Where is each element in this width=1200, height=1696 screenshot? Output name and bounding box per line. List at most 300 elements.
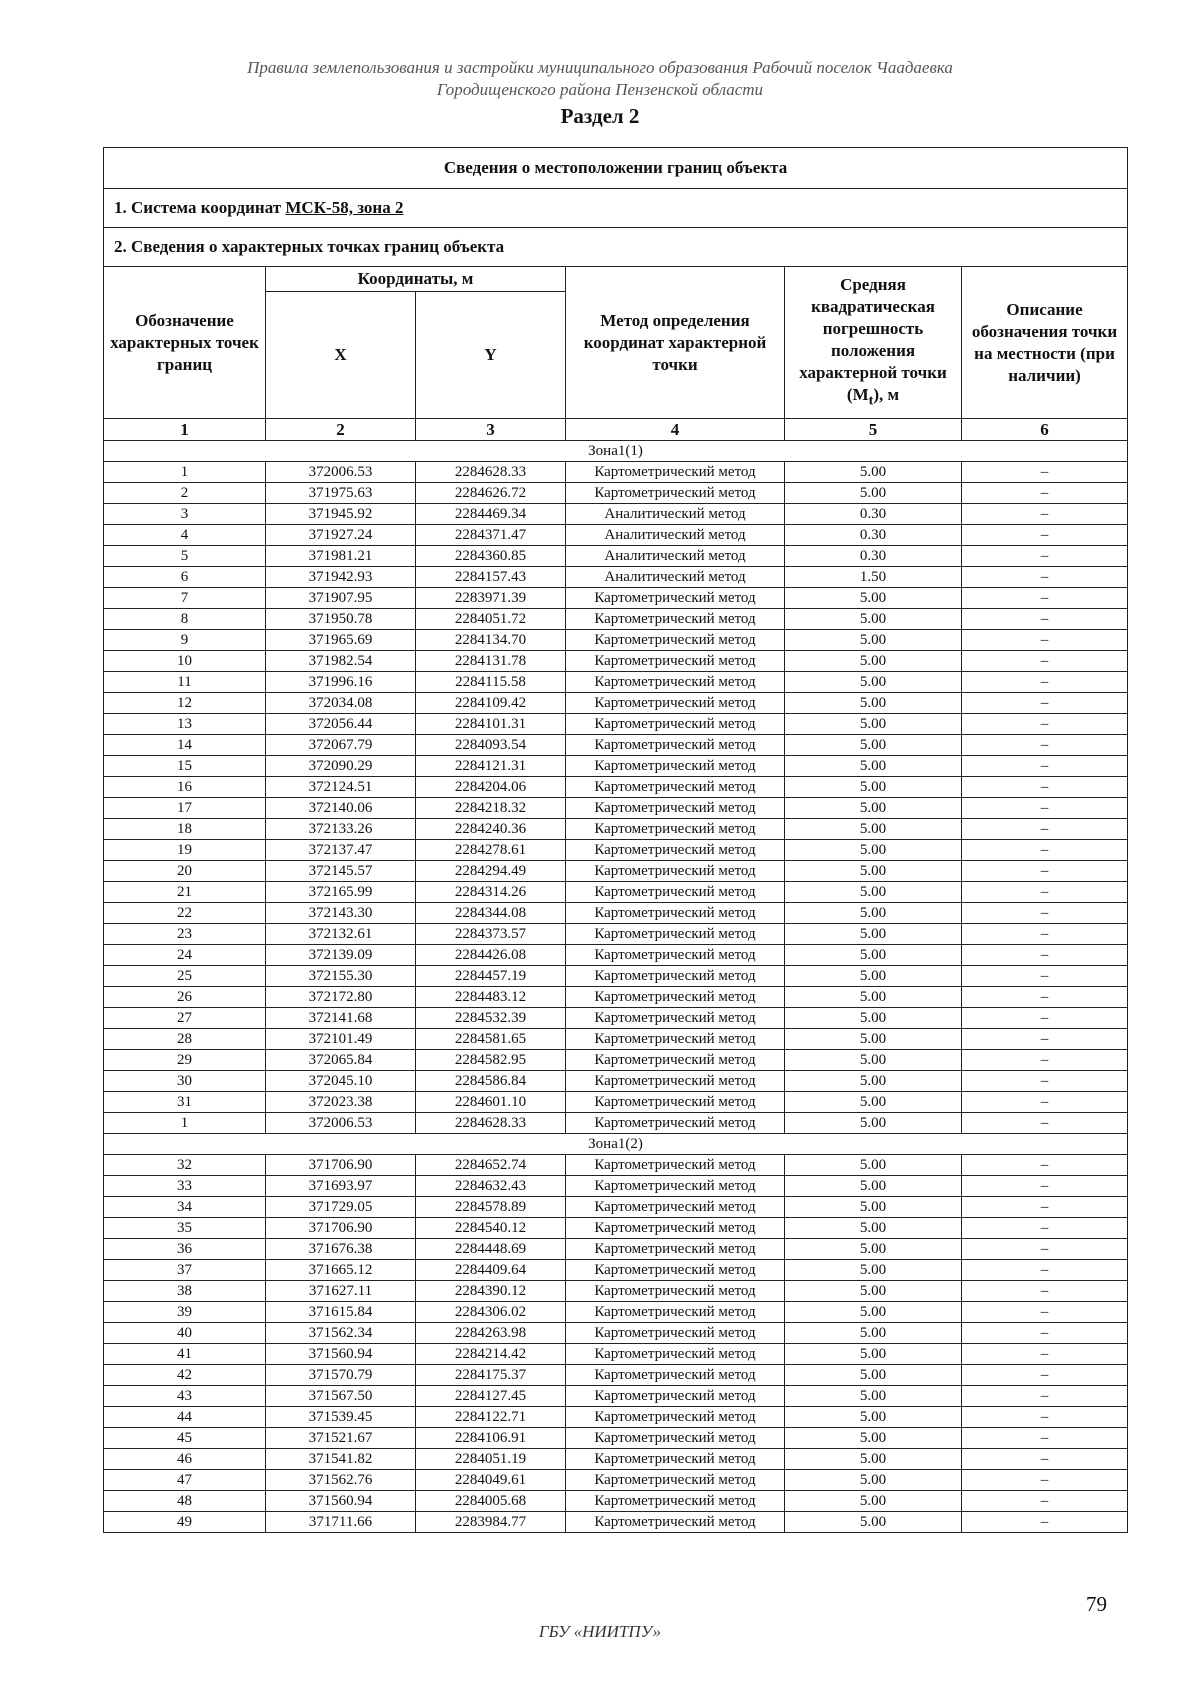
coordinate-x: 371541.82 <box>266 1449 416 1470</box>
method: Картометрический метод <box>566 882 785 903</box>
point-number: 35 <box>104 1218 266 1239</box>
header-error-text: Средняя квадратическая погрешность положения характерной точки (M <box>799 274 947 404</box>
error-value: 5.00 <box>785 672 962 693</box>
table-row <box>104 672 1128 693</box>
method: Картометрический метод <box>566 987 785 1008</box>
point-number: 22 <box>104 903 266 924</box>
point-number: 48 <box>104 1491 266 1512</box>
table-row <box>104 861 1128 882</box>
description-value: – <box>962 609 1128 630</box>
coordinate-x: 371615.84 <box>266 1302 416 1323</box>
error-value: 5.00 <box>785 756 962 777</box>
description-value: – <box>962 1344 1128 1365</box>
point-number: 42 <box>104 1365 266 1386</box>
coordinate-y: 2284121.31 <box>416 756 566 777</box>
coordinate-x: 371981.21 <box>266 546 416 567</box>
coordinate-x: 371982.54 <box>266 651 416 672</box>
table-row <box>104 1113 1128 1134</box>
method: Картометрический метод <box>566 1512 785 1533</box>
error-value: 5.00 <box>785 1113 962 1134</box>
coordinate-x: 371965.69 <box>266 630 416 651</box>
coordinate-x: 371907.95 <box>266 588 416 609</box>
coordinate-y: 2284582.95 <box>416 1050 566 1071</box>
description-value: – <box>962 1197 1128 1218</box>
description-value: – <box>962 567 1128 588</box>
coordinate-x: 372045.10 <box>266 1071 416 1092</box>
column-number: 2 <box>266 419 416 441</box>
method: Картометрический метод <box>566 1407 785 1428</box>
method: Картометрический метод <box>566 1302 785 1323</box>
error-value: 5.00 <box>785 1470 962 1491</box>
table-row <box>104 630 1128 651</box>
table-row <box>104 1008 1128 1029</box>
method: Картометрический метод <box>566 462 785 483</box>
point-number: 1 <box>104 462 266 483</box>
coordinate-x: 371945.92 <box>266 504 416 525</box>
error-value: 5.00 <box>785 651 962 672</box>
coordinate-x: 371711.66 <box>266 1512 416 1533</box>
error-value: 5.00 <box>785 903 962 924</box>
coordinate-x: 372065.84 <box>266 1050 416 1071</box>
error-value: 5.00 <box>785 1155 962 1176</box>
error-value: 5.00 <box>785 1344 962 1365</box>
zone-label: Зона1(1) <box>104 441 1128 462</box>
table-row <box>104 504 1128 525</box>
coordinate-y: 2284115.58 <box>416 672 566 693</box>
method: Картометрический метод <box>566 714 785 735</box>
point-number: 20 <box>104 861 266 882</box>
coordinate-x: 372124.51 <box>266 777 416 798</box>
method: Картометрический метод <box>566 1428 785 1449</box>
point-number: 12 <box>104 693 266 714</box>
error-value: 5.00 <box>785 1029 962 1050</box>
point-number: 19 <box>104 840 266 861</box>
coordinate-x: 371665.12 <box>266 1260 416 1281</box>
zone-label: Зона1(2) <box>104 1134 1128 1155</box>
coordinate-y: 2284093.54 <box>416 735 566 756</box>
method: Картометрический метод <box>566 756 785 777</box>
point-number: 18 <box>104 819 266 840</box>
table-row <box>104 609 1128 630</box>
method: Картометрический метод <box>566 1092 785 1113</box>
coordinate-y: 2284306.02 <box>416 1302 566 1323</box>
error-value: 5.00 <box>785 1512 962 1533</box>
error-value: 5.00 <box>785 1281 962 1302</box>
method: Картометрический метод <box>566 1449 785 1470</box>
table-row <box>104 1491 1128 1512</box>
description-value: – <box>962 1428 1128 1449</box>
description-value: – <box>962 1092 1128 1113</box>
page-number: 79 <box>1086 1592 1107 1616</box>
coordinate-x: 371706.90 <box>266 1218 416 1239</box>
error-value: 5.00 <box>785 735 962 756</box>
column-number: 1 <box>104 419 266 441</box>
coordinate-x: 371567.50 <box>266 1386 416 1407</box>
coordinate-y: 2284218.32 <box>416 798 566 819</box>
coordinate-y: 2284214.42 <box>416 1344 566 1365</box>
table-row <box>104 1239 1128 1260</box>
table-row <box>104 1281 1128 1302</box>
point-number: 45 <box>104 1428 266 1449</box>
method: Аналитический метод <box>566 504 785 525</box>
points-section-title: 2. Сведения о характерных точках границ объекта <box>104 228 1128 267</box>
coordinate-x: 372143.30 <box>266 903 416 924</box>
description-value: – <box>962 777 1128 798</box>
description-value: – <box>962 924 1128 945</box>
point-number: 37 <box>104 1260 266 1281</box>
table-row <box>104 714 1128 735</box>
coordinate-y: 2284469.34 <box>416 504 566 525</box>
table-title: Сведения о местоположении границ объекта <box>104 148 1128 189</box>
method: Картометрический метод <box>566 483 785 504</box>
coordinate-y: 2284540.12 <box>416 1218 566 1239</box>
point-number: 29 <box>104 1050 266 1071</box>
table-row <box>104 1386 1128 1407</box>
error-value: 5.00 <box>785 1260 962 1281</box>
point-number: 6 <box>104 567 266 588</box>
description-value: – <box>962 651 1128 672</box>
coordinate-x: 372141.68 <box>266 1008 416 1029</box>
point-number: 8 <box>104 609 266 630</box>
error-value: 5.00 <box>785 819 962 840</box>
coordinate-x: 372006.53 <box>266 1113 416 1134</box>
coordinate-x: 372056.44 <box>266 714 416 735</box>
description-value: – <box>962 588 1128 609</box>
coordinate-y: 2284051.72 <box>416 609 566 630</box>
table-row <box>104 1260 1128 1281</box>
coordinate-x: 371729.05 <box>266 1197 416 1218</box>
coordinate-y: 2284294.49 <box>416 861 566 882</box>
error-value: 5.00 <box>785 462 962 483</box>
coordinate-x: 371627.11 <box>266 1281 416 1302</box>
table-row <box>104 903 1128 924</box>
coordinate-y: 2284051.19 <box>416 1449 566 1470</box>
coordinate-x: 372101.49 <box>266 1029 416 1050</box>
coordinate-y: 2284127.45 <box>416 1386 566 1407</box>
error-value: 5.00 <box>785 588 962 609</box>
method: Аналитический метод <box>566 567 785 588</box>
error-value: 5.00 <box>785 1071 962 1092</box>
method: Картометрический метод <box>566 1365 785 1386</box>
method: Картометрический метод <box>566 693 785 714</box>
description-value: – <box>962 1155 1128 1176</box>
coordinate-x: 372023.38 <box>266 1092 416 1113</box>
description-value: – <box>962 525 1128 546</box>
description-value: – <box>962 1029 1128 1050</box>
description-value: – <box>962 462 1128 483</box>
method: Картометрический метод <box>566 1239 785 1260</box>
method: Картометрический метод <box>566 1344 785 1365</box>
coordinate-y: 2284632.43 <box>416 1176 566 1197</box>
table-row <box>104 693 1128 714</box>
table-row <box>104 588 1128 609</box>
coordinate-x: 372090.29 <box>266 756 416 777</box>
coordinate-x: 372133.26 <box>266 819 416 840</box>
description-value: – <box>962 1008 1128 1029</box>
table-row <box>104 945 1128 966</box>
coordinate-x: 372172.80 <box>266 987 416 1008</box>
method: Аналитический метод <box>566 525 785 546</box>
coordinate-y: 2284652.74 <box>416 1155 566 1176</box>
point-number: 5 <box>104 546 266 567</box>
table-row <box>104 1050 1128 1071</box>
coordinate-y: 2284426.08 <box>416 945 566 966</box>
description-value: – <box>962 1218 1128 1239</box>
table-row <box>104 1407 1128 1428</box>
coordinate-y: 2284106.91 <box>416 1428 566 1449</box>
description-value: – <box>962 1281 1128 1302</box>
point-number: 41 <box>104 1344 266 1365</box>
error-value: 0.30 <box>785 525 962 546</box>
coordinate-x: 372137.47 <box>266 840 416 861</box>
point-number: 24 <box>104 945 266 966</box>
table-row <box>104 1449 1128 1470</box>
point-number: 33 <box>104 1176 266 1197</box>
coordinate-y: 2284626.72 <box>416 483 566 504</box>
point-number: 4 <box>104 525 266 546</box>
table-row <box>104 651 1128 672</box>
description-value: – <box>962 1386 1128 1407</box>
description-value: – <box>962 672 1128 693</box>
coordinate-system-value: МСК-58, зона 2 <box>285 198 404 217</box>
error-value: 5.00 <box>785 483 962 504</box>
coordinate-y: 2284371.47 <box>416 525 566 546</box>
method: Картометрический метод <box>566 1008 785 1029</box>
table-row <box>104 1218 1128 1239</box>
table-row <box>104 777 1128 798</box>
error-value: 5.00 <box>785 1491 962 1512</box>
coordinate-y: 2284240.36 <box>416 819 566 840</box>
header-designation: Обозначение характерных точек границ <box>104 267 266 419</box>
table-row <box>104 840 1128 861</box>
coordinate-y: 2284278.61 <box>416 840 566 861</box>
table-row <box>104 567 1128 588</box>
point-number: 17 <box>104 798 266 819</box>
table-row <box>104 1029 1128 1050</box>
point-number: 2 <box>104 483 266 504</box>
error-value: 0.30 <box>785 546 962 567</box>
description-value: – <box>962 1407 1128 1428</box>
error-value: 5.00 <box>785 1323 962 1344</box>
table-row <box>104 1470 1128 1491</box>
coordinate-y: 2284628.33 <box>416 462 566 483</box>
coordinate-y: 2284314.26 <box>416 882 566 903</box>
description-value: – <box>962 945 1128 966</box>
method: Картометрический метод <box>566 798 785 819</box>
description-value: – <box>962 1260 1128 1281</box>
method: Картометрический метод <box>566 840 785 861</box>
table-row <box>104 1197 1128 1218</box>
point-number: 43 <box>104 1386 266 1407</box>
coordinate-x: 371560.94 <box>266 1491 416 1512</box>
point-number: 11 <box>104 672 266 693</box>
coordinate-y: 2284360.85 <box>416 546 566 567</box>
coordinate-y: 2284601.10 <box>416 1092 566 1113</box>
description-value: – <box>962 966 1128 987</box>
description-value: – <box>962 1323 1128 1344</box>
description-value: – <box>962 693 1128 714</box>
method: Картометрический метод <box>566 1071 785 1092</box>
description-value: – <box>962 1365 1128 1386</box>
table-row <box>104 1176 1128 1197</box>
coordinate-y: 2284457.19 <box>416 966 566 987</box>
description-value: – <box>962 483 1128 504</box>
point-number: 46 <box>104 1449 266 1470</box>
header-error-subscript: t <box>868 392 874 409</box>
point-number: 28 <box>104 1029 266 1050</box>
coordinate-y: 2284373.57 <box>416 924 566 945</box>
coordinate-x: 371676.38 <box>266 1239 416 1260</box>
error-value: 5.00 <box>785 1449 962 1470</box>
table-row <box>104 819 1128 840</box>
table-row <box>104 525 1128 546</box>
description-value: – <box>962 504 1128 525</box>
coordinate-y: 2284101.31 <box>416 714 566 735</box>
error-value: 5.00 <box>785 1050 962 1071</box>
point-number: 16 <box>104 777 266 798</box>
coordinate-x: 371539.45 <box>266 1407 416 1428</box>
coordinate-x: 372006.53 <box>266 462 416 483</box>
coordinate-y: 2284532.39 <box>416 1008 566 1029</box>
description-value: – <box>962 819 1128 840</box>
method: Картометрический метод <box>566 1218 785 1239</box>
method: Картометрический метод <box>566 735 785 756</box>
error-value: 5.00 <box>785 1239 962 1260</box>
table-row <box>104 1323 1128 1344</box>
description-value: – <box>962 840 1128 861</box>
table-row <box>104 1071 1128 1092</box>
point-number: 10 <box>104 651 266 672</box>
coordinate-x: 371927.24 <box>266 525 416 546</box>
point-number: 36 <box>104 1239 266 1260</box>
error-value: 5.00 <box>785 714 962 735</box>
column-number: 3 <box>416 419 566 441</box>
method: Картометрический метод <box>566 1491 785 1512</box>
point-number: 39 <box>104 1302 266 1323</box>
error-value: 5.00 <box>785 1218 962 1239</box>
coordinate-y: 2284175.37 <box>416 1365 566 1386</box>
error-value: 0.30 <box>785 504 962 525</box>
point-number: 49 <box>104 1512 266 1533</box>
table-row <box>104 1155 1128 1176</box>
error-value: 1.50 <box>785 567 962 588</box>
method: Картометрический метод <box>566 924 785 945</box>
description-value: – <box>962 630 1128 651</box>
description-value: – <box>962 1470 1128 1491</box>
error-value: 5.00 <box>785 693 962 714</box>
method: Картометрический метод <box>566 588 785 609</box>
boundary-table <box>103 147 1127 1533</box>
point-number: 40 <box>104 1323 266 1344</box>
coordinate-x: 372155.30 <box>266 966 416 987</box>
point-number: 32 <box>104 1155 266 1176</box>
header-error-unit: ), м <box>873 384 900 404</box>
coordinate-y: 2284109.42 <box>416 693 566 714</box>
point-number: 1 <box>104 1113 266 1134</box>
table-row <box>104 798 1128 819</box>
section-title: Раздел 2 <box>560 104 640 128</box>
coordinate-y: 2284581.65 <box>416 1029 566 1050</box>
point-number: 34 <box>104 1197 266 1218</box>
header-x: X <box>266 292 416 419</box>
point-number: 44 <box>104 1407 266 1428</box>
error-value: 5.00 <box>785 861 962 882</box>
table-row <box>104 1365 1128 1386</box>
table-row <box>104 1344 1128 1365</box>
table-row <box>104 1428 1128 1449</box>
point-number: 23 <box>104 924 266 945</box>
coordinate-x: 371570.79 <box>266 1365 416 1386</box>
table-row <box>104 966 1128 987</box>
error-value: 5.00 <box>785 1176 962 1197</box>
table-row <box>104 735 1128 756</box>
coordinate-system-label: 1. Система координат <box>114 198 286 217</box>
error-value: 5.00 <box>785 609 962 630</box>
method: Картометрический метод <box>566 1386 785 1407</box>
error-value: 5.00 <box>785 630 962 651</box>
point-number: 47 <box>104 1470 266 1491</box>
point-number: 26 <box>104 987 266 1008</box>
coordinate-y: 2284049.61 <box>416 1470 566 1491</box>
error-value: 5.00 <box>785 1302 962 1323</box>
table-row <box>104 462 1128 483</box>
column-number: 5 <box>785 419 962 441</box>
description-value: – <box>962 1449 1128 1470</box>
coordinate-y: 2283971.39 <box>416 588 566 609</box>
coordinate-x: 371975.63 <box>266 483 416 504</box>
coordinate-y: 2284263.98 <box>416 1323 566 1344</box>
coordinate-y: 2284131.78 <box>416 651 566 672</box>
description-value: – <box>962 798 1128 819</box>
coordinate-y: 2284344.08 <box>416 903 566 924</box>
method: Картометрический метод <box>566 1155 785 1176</box>
description-value: – <box>962 1176 1128 1197</box>
point-number: 3 <box>104 504 266 525</box>
coordinate-y: 2284578.89 <box>416 1197 566 1218</box>
error-value: 5.00 <box>785 1365 962 1386</box>
description-value: – <box>962 1302 1128 1323</box>
coordinate-y: 2284005.68 <box>416 1491 566 1512</box>
header-description: Описание обозначения точки на местности (при наличии) <box>962 267 1128 419</box>
error-value: 5.00 <box>785 945 962 966</box>
point-number: 21 <box>104 882 266 903</box>
coordinate-x: 372132.61 <box>266 924 416 945</box>
error-value: 5.00 <box>785 987 962 1008</box>
description-value: – <box>962 735 1128 756</box>
description-value: – <box>962 987 1128 1008</box>
document-header-line-1: Правила землепользования и застройки муниципального образования Рабочий поселок Чаадаевка <box>247 58 953 77</box>
coordinate-y: 2284157.43 <box>416 567 566 588</box>
point-number: 15 <box>104 756 266 777</box>
table-row <box>104 1512 1128 1533</box>
method: Картометрический метод <box>566 1323 785 1344</box>
description-value: – <box>962 1491 1128 1512</box>
point-number: 38 <box>104 1281 266 1302</box>
error-value: 5.00 <box>785 924 962 945</box>
point-number: 7 <box>104 588 266 609</box>
description-value: – <box>962 1071 1128 1092</box>
description-value: – <box>962 861 1128 882</box>
error-value: 5.00 <box>785 1008 962 1029</box>
method: Картометрический метод <box>566 1470 785 1491</box>
column-number: 4 <box>566 419 785 441</box>
coordinate-y: 2284448.69 <box>416 1239 566 1260</box>
method: Картометрический метод <box>566 819 785 840</box>
coordinate-y: 2284204.06 <box>416 777 566 798</box>
coordinate-x: 372145.57 <box>266 861 416 882</box>
coordinate-x: 371950.78 <box>266 609 416 630</box>
description-value: – <box>962 546 1128 567</box>
